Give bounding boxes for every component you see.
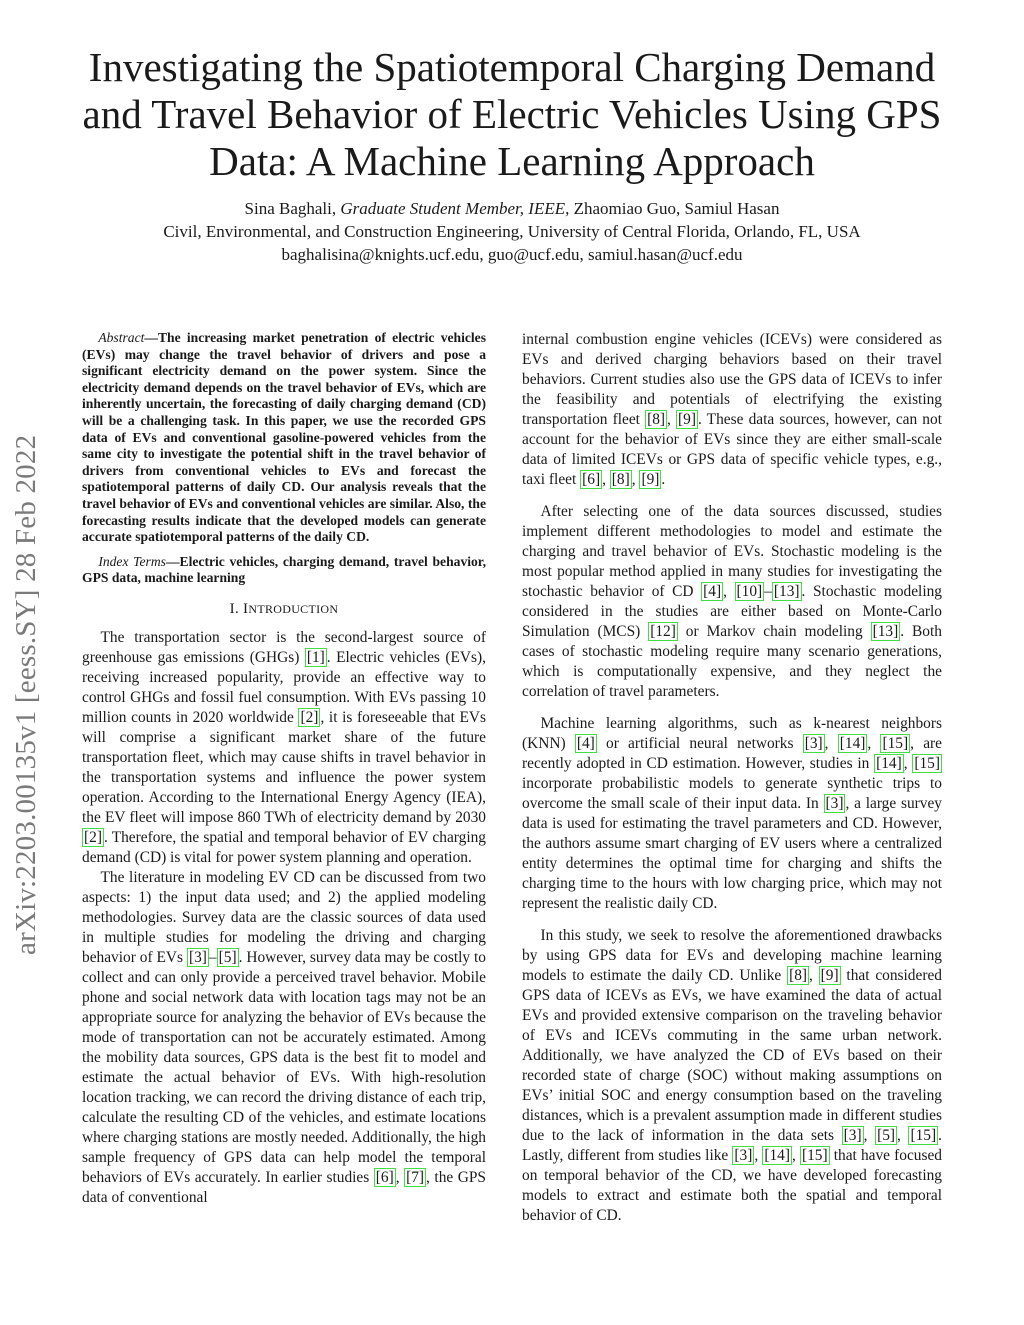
text: , it is foreseeable that EVs will comprise a significant market share of the future transportation fleet, which may cause shifts in travel behavior in the transportation systems and influence the power system operation. According to the International Energy Agency (IEA), the EV fleet will impose 860 TWh of electricity demand by 2030 — [82, 708, 486, 826]
text: – — [208, 948, 217, 966]
paragraph — [522, 714, 942, 914]
index-terms — [82, 554, 486, 587]
citation-link[interactable]: [3] — [188, 948, 207, 966]
citation-link[interactable]: [14] — [839, 735, 866, 752]
abstract-text: —The increasing market penetration of electric vehicles (EVs) may change the travel behavior of drivers and pose a significant electricity demand on the power system. Since the electricity demand depends on the travel behavior of EVs, which are inherently uncertain, the forecasting of daily charging demand (CD) will be a challenging task. In this paper, we use the recorded GPS data of EVs and conventional gasoline-powered vehicles from the same city to investigate the potential shift in the travel behavior of drivers from conventional vehicles to EVs and forecast the spatiotemporal patterns of daily CD. Our analysis reveals that the travel behavior of EVs and conventional vehicles are similar. Also, the forecasting results indicate that the developed models can generate accurate spatiotemporal patterns of the daily CD. — [82, 330, 486, 545]
paragraph — [522, 502, 942, 702]
citation-link[interactable]: [8] — [789, 967, 808, 984]
text: , — [824, 735, 838, 752]
citation-link[interactable]: [8] — [611, 471, 630, 488]
section-numeral: I. I — [229, 600, 249, 617]
citation-link[interactable]: [6] — [375, 1168, 394, 1186]
text: , — [723, 583, 735, 600]
text: , a large survey data is used for estimating the travel parameters and CD. However, the authors assume smart charging of EV users where a centralized entity determines the optimal time for charging and shifts the charging time to the hours with low charging price, which may not represent the realistic daily CD. — [522, 795, 942, 912]
citation-link[interactable]: [3] — [804, 735, 823, 752]
text: or Markov chain modeling — [677, 623, 871, 640]
text: or artificial neural networks — [596, 735, 803, 752]
paragraph — [522, 926, 942, 1226]
text: , — [897, 1127, 909, 1144]
citation-link[interactable]: [12] — [650, 623, 676, 640]
text: . Both cases of stochastic modeling require many scenario generations, which is computationally expensive, and they neglect the correlation of travel parameters. — [522, 623, 942, 700]
text: . Therefore, the spatial and temporal behavior of EV charging demand (CD) is vital for power system planning and operation. — [82, 828, 486, 866]
citation-link[interactable]: [4] — [703, 583, 722, 600]
text: , — [395, 1168, 405, 1186]
citation-link[interactable]: [7] — [406, 1168, 425, 1186]
coauthors: , Zhaomiao Guo, Samiul Hasan — [565, 199, 780, 218]
text: . Stochastic modeling considered in the studies are either based on Monte-Carlo Simulation (MCS) — [522, 583, 942, 640]
text: . Electric vehicles (EVs), receiving increased popularity, provide an effective way to control GHGs and fossil fuel consumption. With EVs passing 10 million counts in 2020 worldwide — [82, 648, 486, 726]
citation-link[interactable]: [4] — [576, 735, 595, 752]
author-block — [60, 197, 964, 266]
citation-link[interactable]: [14] — [876, 755, 902, 772]
text: , — [903, 755, 913, 772]
text: , are recently adopted in CD estimation. However, studies in — [522, 735, 942, 772]
paragraph — [82, 868, 486, 1208]
citation-link[interactable]: [15] — [910, 1127, 937, 1144]
paper-title: Investigating the Spatiotemporal Charging Demand and Travel Behavior of Electric Vehicles Using GPS Data: A Machine Learning Approach — [82, 44, 942, 184]
citation-link[interactable]: [10] — [736, 583, 763, 600]
text: . However, survey data may be costly to collect and can only provide a perceived travel behavior. Mobile phone and social network data with location tags may not be an appropriate source for analyzing the behavior of EVs because the mode of transportation can not be accurately estimated. Among the mobility data sources, GPS data is the best fit to model and estimate the actual behavior of EVs. With high-resolution location tracking, we can record the driving distance of each trip, calculate the resulting CD of the vehicles, and estimate locations where charging stations are mostly needed. Additionally, the high sample frequency of GPS data can help model the temporal behaviors of EVs accurately. In earlier studies — [82, 948, 487, 1186]
text: Machine learning algorithms, such as k-nearest neighbors (KNN) — [522, 715, 942, 752]
arxiv-identifier: arXiv:2203.00135v1 [eess.SY] 28 Feb 2022 — [10, 434, 42, 955]
paragraph — [82, 628, 486, 868]
text: , — [863, 1127, 876, 1144]
index-terms-label: Index Terms — [98, 553, 166, 569]
right-column — [522, 330, 942, 1226]
text: In this study, we seek to resolve the aforementioned drawbacks by using GPS data for EVs and developing machine learning models to estimate the daily CD. Unlike — [522, 927, 942, 984]
citation-link[interactable]: [2] — [300, 708, 319, 726]
text: that have focused on temporal behavior of the CD, we have developed forecasting models to extract and estimate both the spatial and temporal behavior of CD. — [522, 1147, 942, 1224]
text: . Lastly, different from studies like — [522, 1127, 942, 1164]
text: internal combustion engine vehicles (ICEVs) were considered as EVs and derived charging behaviors based on their travel behaviors. Current studies also use the GPS data of ICEVs to infer the feasibility and potentials of electrifying the existing transportation fleet — [522, 331, 942, 428]
paragraph — [522, 330, 942, 490]
citation-link[interactable]: [9] — [641, 471, 660, 488]
citation-link[interactable]: [5] — [877, 1127, 896, 1144]
text: , — [631, 471, 640, 488]
citation-link[interactable]: [9] — [820, 967, 839, 984]
section-heading-introduction — [82, 599, 486, 619]
left-column — [82, 330, 486, 1208]
text: . These data sources, however, can not account for the behavior of EVs since they are either small-scale data of limited ICEVs or GPS data of specific vehicle types, e.g., taxi fleet — [522, 411, 942, 488]
citation-link[interactable]: [6] — [582, 471, 601, 488]
text: , — [667, 411, 677, 428]
citation-link[interactable]: [3] — [825, 795, 844, 812]
text: , — [754, 1147, 763, 1164]
citation-link[interactable]: [15] — [914, 755, 940, 772]
citation-link[interactable]: [15] — [801, 1147, 828, 1164]
text: – — [764, 583, 772, 600]
text: The transportation sector is the second-largest source of greenhouse gas emissions (GHGs) — [82, 628, 486, 666]
citation-link[interactable]: [2] — [84, 828, 102, 846]
abstract-label: Abstract — [98, 330, 145, 345]
citation-link[interactable]: [8] — [647, 411, 666, 428]
abstract — [82, 330, 486, 546]
text: that considered GPS data of ICEVs as EVs, we have examined the data of actual EVs and provided extensive comparison on the traveling behavior of EVs and ICEVs commuting in the same urban network. Additionally, we have analyzed the CD of EVs based on their recorded state of charge (SOC) without making assumptions on EVs’ initial SOC and energy consumption based on the traveling distances, which is a prevalent assumption made in different studies due to the lack of information in the data sets — [522, 967, 942, 1144]
text: . — [661, 471, 666, 488]
author-role: Graduate Student Member, IEEE — [340, 199, 566, 218]
author-line — [60, 197, 964, 220]
citation-link[interactable]: [1] — [306, 648, 325, 666]
text: , — [867, 735, 881, 752]
citation-link[interactable]: [9] — [678, 411, 696, 428]
citation-link[interactable]: [13] — [872, 623, 899, 640]
citation-link[interactable]: [5] — [218, 948, 237, 966]
author-name: Sina Baghali, — [244, 199, 341, 218]
text: After selecting one of the data sources discussed, studies implement different methodologies to model and estimate the charging and travel behavior of EVs. Stochastic modeling is the most popular method applied in many studies for investigating the stochastic behavior of CD — [522, 503, 942, 600]
citation-link[interactable]: [13] — [773, 583, 800, 600]
text: , — [809, 967, 819, 984]
section-title: NTRODUCTION — [248, 601, 339, 616]
citation-link[interactable]: [14] — [764, 1147, 790, 1164]
citation-link[interactable]: [3] — [843, 1127, 862, 1144]
text: incorporate probabilistic models to generate synthetic trips to overcome the small scale of their input data. In — [522, 775, 942, 812]
citation-link[interactable]: [3] — [734, 1147, 753, 1164]
text: , the GPS data of conventional — [82, 1168, 486, 1206]
affiliation: Civil, Environmental, and Construction Engineering, University of Central Florida, Orlando, FL, USA — [163, 222, 861, 241]
author-emails: baghalisina@knights.ucf.edu, guo@ucf.edu, samiul.hasan@ucf.edu — [281, 245, 743, 264]
citation-link[interactable]: [15] — [882, 735, 909, 752]
index-terms-text: —Electric vehicles, charging demand, travel behavior, GPS data, machine learning — [82, 553, 486, 586]
text: , — [602, 471, 610, 488]
text: The literature in modeling EV CD can be discussed from two aspects: 1) the input data used; and 2) the applied modeling methodologies. Survey data are the classic sources of data used in multiple studies for modeling the driving and charging behavior of EVs — [82, 868, 486, 966]
text: , — [791, 1147, 800, 1164]
